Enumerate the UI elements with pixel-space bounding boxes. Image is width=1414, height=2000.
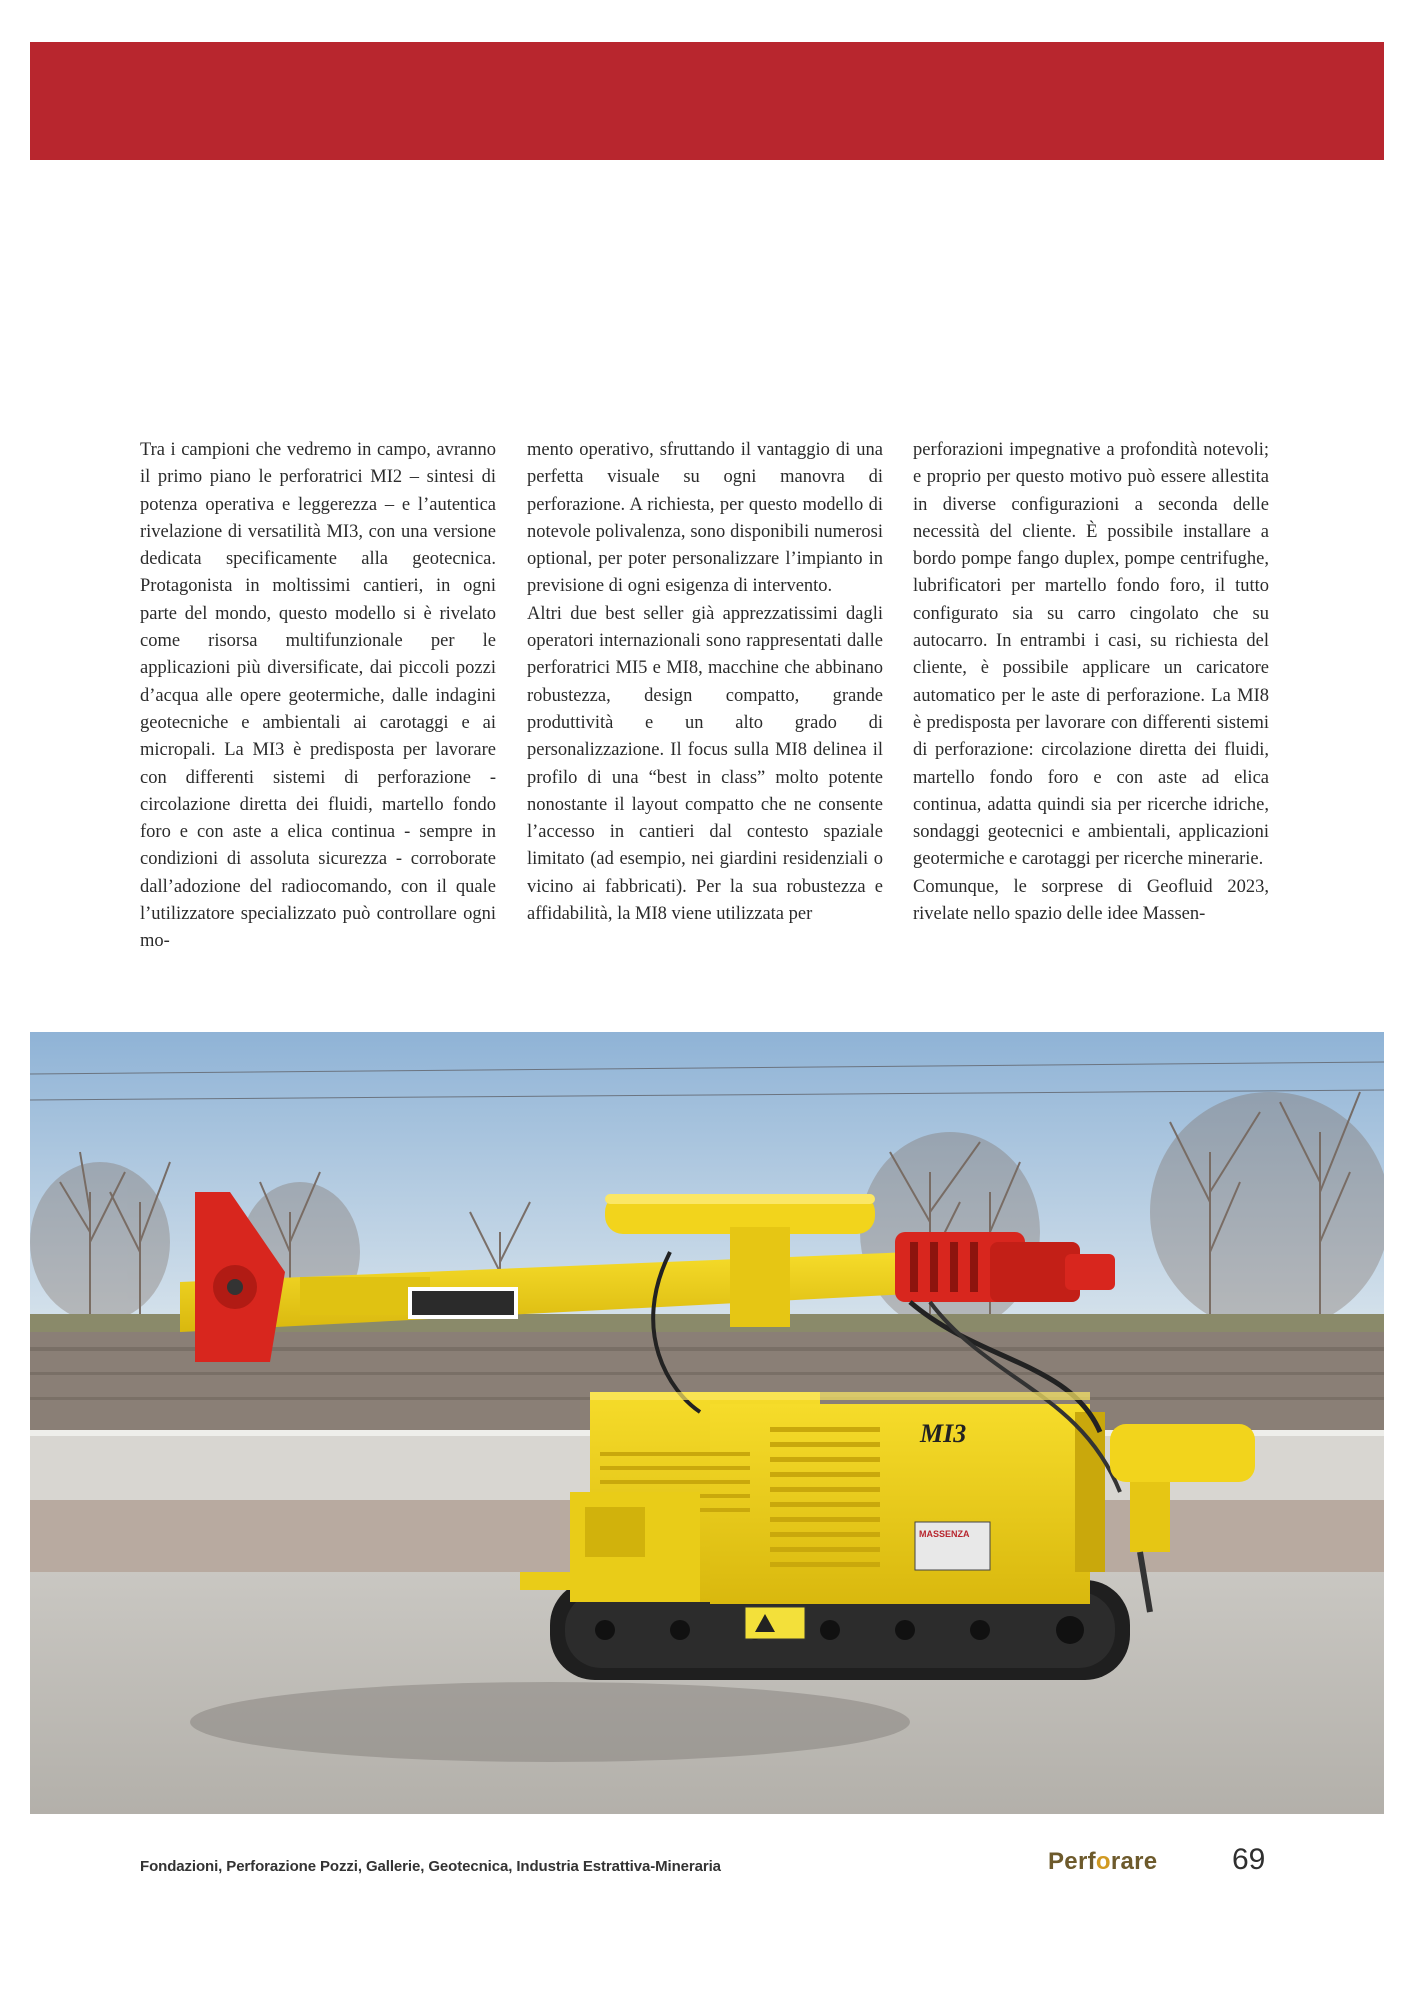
logo-text-right: rare: [1110, 1848, 1158, 1875]
paragraph: Comunque, le sorprese di Geofluid 2023, rivelate nello spazio delle idee Massen-: [913, 876, 1269, 925]
header-color-band: [30, 42, 1384, 160]
text-column-1: [140, 437, 496, 956]
brand-plate: MASSENZA: [919, 1529, 970, 1539]
section-topics: Fondazioni, Perforazione Pozzi, Gallerie, Geotecnica, Industria Estrattiva-Mineraria: [140, 1858, 721, 1875]
article-body: [0, 437, 1414, 992]
page-number: 69: [1232, 1843, 1266, 1876]
drilling-rig-photo: [30, 1032, 1384, 1814]
paragraph: Altri due best seller già apprezzatissimi dagli operatori internazionali sono rappresentati dalle perforatrici MI5 e MI8, macchine che abbinano robustezza, design compatto, grande produttività e un alto grado di personalizzazione. Il focus sulla MI8 delinea il profilo di una “best in class” molto potente nonostante il layout compatto che ne consente l’accesso in cantieri dal contesto spaziale limitato (ad esempio, nei giardini residenziali o vicino ai fabbricati). Per la sua robustezza e affidabilità, la MI8 viene utilizzata per: [527, 603, 883, 925]
magazine-logo: [1048, 1848, 1157, 1876]
paragraph: perforazioni impegnative a profondità notevoli; e proprio per questo motivo può essere allestita in diverse configurazioni a seconda delle necessità del cliente. È possibile installare a bordo pompe fango duplex, pompe centrifughe, lubrificatori per martello fondo foro, il tutto configurato sia su carro cingolato che su autocarro. In entrambi i casi, su richiesta del cliente, è possibile applicare un caricatore automatico per le aste di perforazione. La MI8 è predisposta per lavorare con differenti sistemi di perforazione: circolazione diretta dei fluidi, martello fondo foro e con aste ad elica continua, adatta quindi sia per ricerche idriche, sondaggi geotecnici e ambientali, applicazioni geotermiche e carotaggi per ricerche minerarie.: [913, 440, 1269, 870]
text-column-2: [527, 437, 883, 928]
text-column-3: [913, 437, 1269, 928]
paragraph: Tra i campioni che vedremo in campo, avranno il primo piano le perforatrici MI2 – sintesi di potenza operativa e leggerezza – e l’autentica rivelazione di versatilità MI3, con una versione dedicata specificamente alla geotecnica. Protagonista in moltissimi cantieri, in ogni parte del mondo, questo modello si è rivelato come risorsa multifunzionale per le applicazioni più diversificate, dai piccoli pozzi d’acqua alle opere geotermiche, dalle indagini geotecniche e ambientali ai carotaggi e ai micropali. La MI3 è predisposta per lavorare con differenti sistemi di perforazione - circolazione diretta dei fluidi, martello fondo foro e con aste a elica continua - sempre in condizioni di assoluta sicurezza - corroborate dall’adozione del radiocomando, con il quale l’utilizzatore specializzato può controllare ogni mo-: [140, 440, 496, 952]
paragraph: mento operativo, sfruttando il vantaggio di una perfetta visuale su ogni manovra di perforazione. A richiesta, per questo modello di notevole polivalenza, sono disponibili numerosi optional, per poter personalizzare l’impianto in previsione di ogni esigenza di intervento.: [527, 440, 883, 597]
logo-text-left: Perf: [1048, 1848, 1096, 1875]
logo-drill-mark: o: [1095, 1848, 1111, 1875]
model-label: MI3: [920, 1419, 967, 1448]
